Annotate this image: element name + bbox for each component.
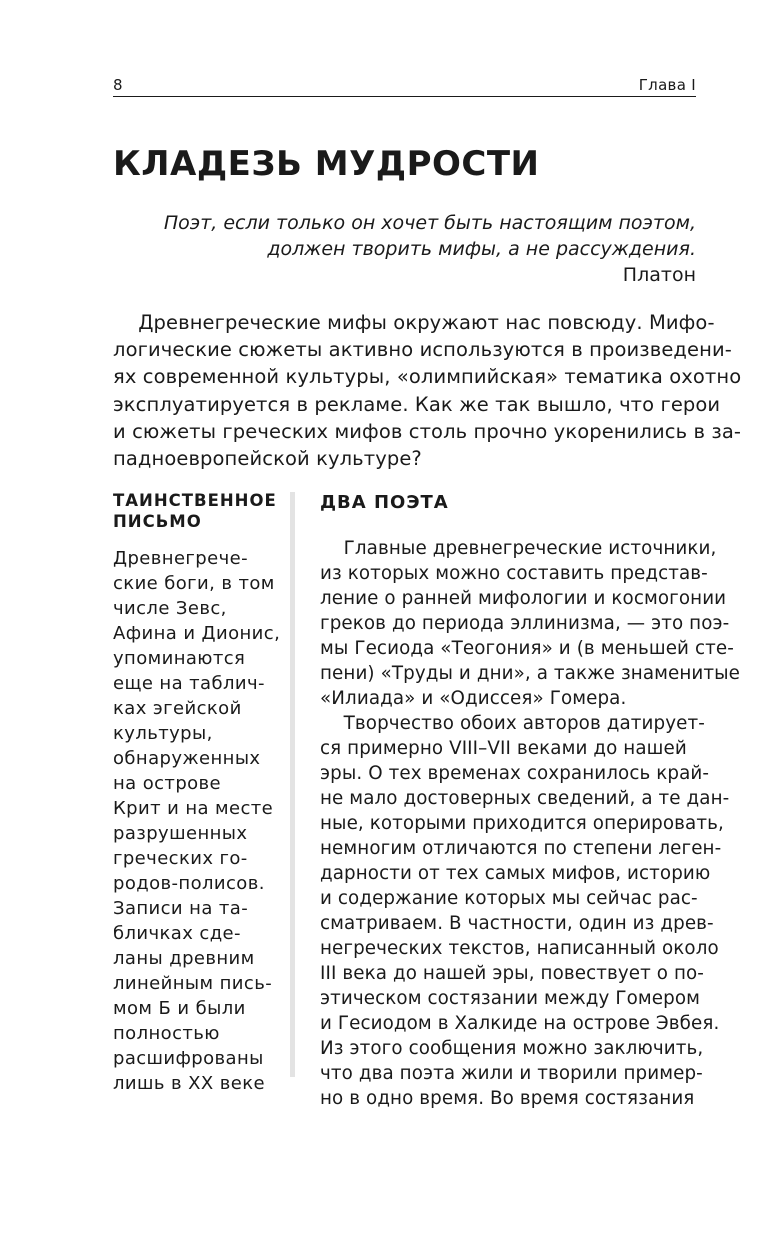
- running-header-chapter: Глава I: [638, 76, 696, 94]
- section-line: что два поэта жили и творили пример-: [320, 1063, 703, 1084]
- sidebar-title: [113, 490, 277, 532]
- sidebar-line: линейным пись-: [113, 973, 273, 994]
- sidebar-line: Записи на та-: [113, 898, 249, 919]
- intro-line: падноевропейской культуре?: [113, 447, 422, 471]
- sidebar-line: бличках сде-: [113, 923, 241, 944]
- sidebar-line: ланы древним: [113, 948, 255, 969]
- section-line: эры. О тех временах сохранилось край-: [320, 763, 710, 784]
- sidebar-line: культуры,: [113, 723, 213, 744]
- sidebar-line: ках эгейской: [113, 698, 242, 719]
- sidebar-divider: [290, 492, 295, 1077]
- sidebar-line: обнаруженных: [113, 748, 261, 769]
- section-line: пени) «Труды и дни», а также знаменитые: [320, 663, 741, 684]
- intro-paragraph: [113, 309, 741, 472]
- epigraph: [164, 210, 696, 288]
- section-line: ся примерно VIII–VII веками до нашей: [320, 738, 687, 759]
- section-line: греков до периода эллинизма, — это поэ-: [320, 613, 730, 634]
- section-line: Главные древнегреческие источники,: [320, 538, 717, 559]
- intro-line: эксплуатируется в рекламе. Как же так вышло, что герои: [113, 392, 721, 416]
- epigraph-author: Платон: [622, 264, 696, 286]
- epigraph-line: Поэт, если только он хочет быть настоящим поэтом,: [163, 212, 696, 234]
- section-line: негреческих текстов, написанный около: [320, 938, 719, 959]
- section-line: Из этого сообщения можно заключить,: [320, 1038, 704, 1059]
- sidebar-line: упоминаются: [113, 648, 246, 669]
- section-line: Творчество обоих авторов датирует-: [320, 713, 705, 734]
- sidebar-line: ские боги, в том: [113, 573, 275, 594]
- section-line: мы Гесиода «Теогония» и (в меньшей сте-: [320, 638, 734, 659]
- section-line: немногим отличаются по степени леген-: [320, 838, 722, 859]
- sidebar-title-line: ПИСЬМО: [113, 512, 202, 531]
- sidebar-title-line: ТАИНСТВЕННОЕ: [113, 491, 277, 510]
- section-line: ные, которыми приходится оперировать,: [320, 813, 724, 834]
- sidebar-line: на острове: [113, 773, 222, 794]
- section-title: ДВА ПОЭТА: [320, 492, 449, 513]
- section-line: и Гесиодом в Халкиде на острове Эвбея.: [320, 1013, 720, 1034]
- sidebar-line: разрушенных: [113, 823, 248, 844]
- sidebar-line: Афина и Дионис,: [113, 623, 281, 644]
- sidebar-line: числе Зевс,: [113, 598, 227, 619]
- sidebar-line: родов-полисов.: [113, 873, 265, 894]
- intro-line: и сюжеты греческих мифов столь прочно укоренились в за-: [113, 419, 742, 443]
- sidebar-line: расшифрованы: [113, 1048, 264, 1069]
- section-line: и содержание которых мы сейчас рас-: [320, 888, 698, 909]
- sidebar-text: [113, 546, 280, 1096]
- section-line: не мало достоверных сведений, а те дан-: [320, 788, 730, 809]
- section-line: III века до нашей эры, повествует о по-: [320, 963, 705, 984]
- page-number: 8: [113, 76, 123, 94]
- section-line: из которых можно составить представ-: [320, 563, 708, 584]
- sidebar-line: греческих го-: [113, 848, 248, 869]
- header-rule: [113, 96, 696, 97]
- intro-line: ях современной культуры, «олимпийская» тематика охотно: [113, 365, 742, 389]
- section-line: но в одно время. Во время состязания: [320, 1088, 695, 1109]
- sidebar-line: полностью: [113, 1023, 220, 1044]
- intro-line: Древнегреческие мифы окружают нас повсюду. Мифо-: [113, 311, 715, 334]
- epigraph-line: должен творить мифы, а не рассуждения.: [267, 238, 696, 260]
- sidebar-line: лишь в XX веке: [113, 1073, 265, 1094]
- intro-line: логические сюжеты активно используются в произведени-: [113, 338, 732, 362]
- sidebar-line: еще на таблич-: [113, 673, 265, 694]
- section-line: этическом состязании между Гомером: [320, 988, 701, 1009]
- section-line: ление о ранней мифологии и космогонии: [320, 588, 727, 609]
- sidebar-line: Крит и на месте: [113, 798, 274, 819]
- section-line: дарности от тех самых мифов, историю: [320, 863, 711, 884]
- chapter-title: КЛАДЕЗЬ МУДРОСТИ: [113, 144, 540, 184]
- sidebar-line: Древнегрече-: [113, 548, 248, 569]
- section-line: сматриваем. В частности, один из древ-: [320, 913, 714, 934]
- section-text: [320, 536, 740, 1111]
- section-line: «Илиада» и «Одиссея» Гомера.: [320, 688, 627, 709]
- sidebar-line: мом Б и были: [113, 998, 246, 1019]
